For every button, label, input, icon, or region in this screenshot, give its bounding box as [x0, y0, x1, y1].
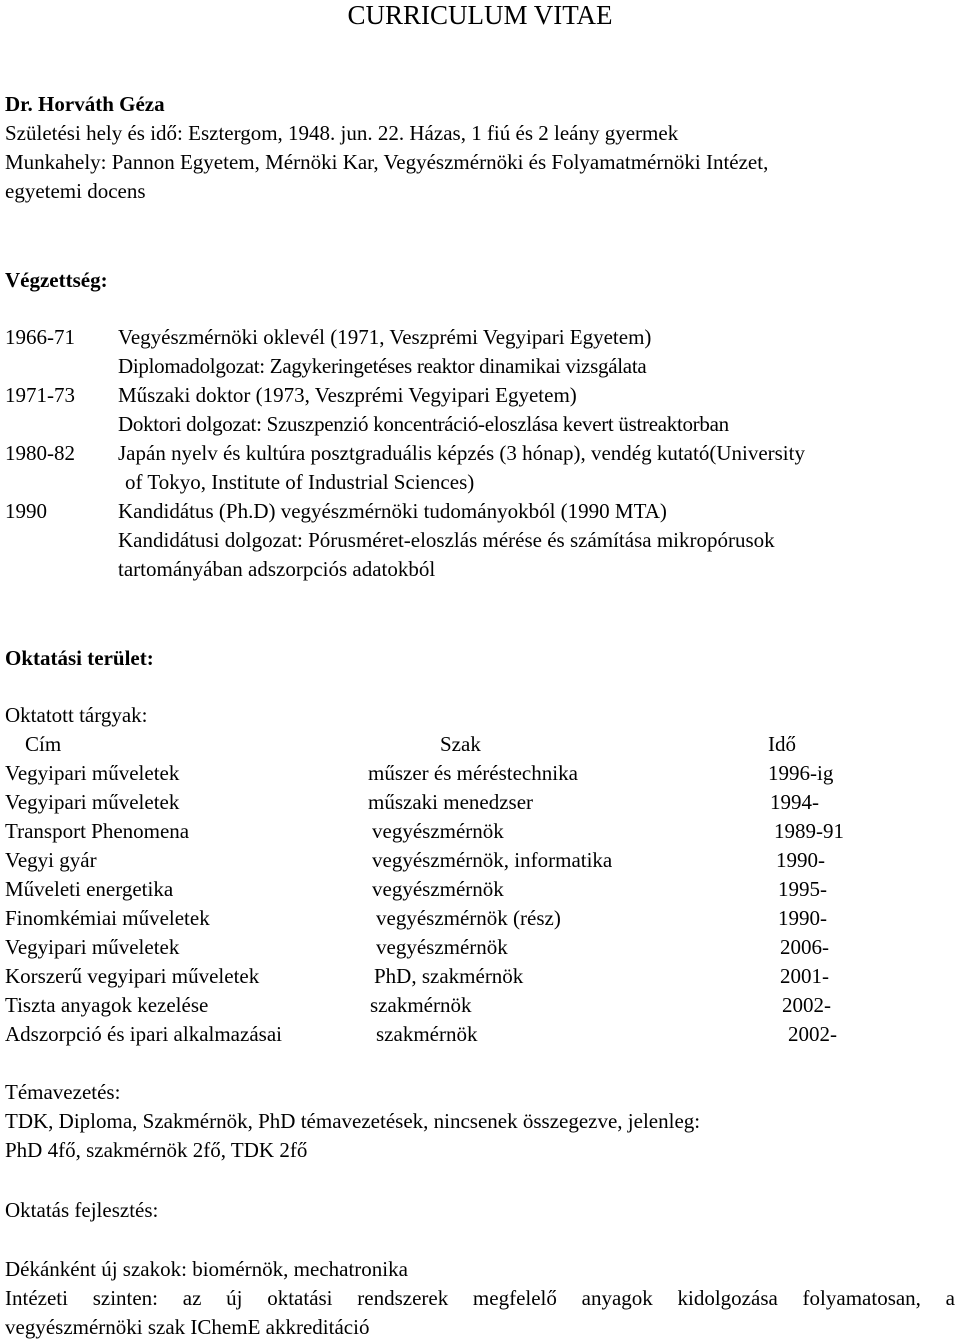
- courses-label: Oktatott tárgyak:: [5, 703, 148, 727]
- development-line: Intézeti szinten: az új oktatási rendszerek megfelelő anyagok kidolgozása folyamatosan, a: [5, 1286, 955, 1310]
- education-years: 1966-71: [5, 325, 75, 349]
- development-line: Dékánként új szakok: biomérnök, mechatronika: [5, 1257, 408, 1281]
- supervision-heading: Témavezetés:: [5, 1080, 121, 1104]
- education-heading: Végzettség:: [5, 268, 108, 292]
- course-period: 2006-: [780, 935, 829, 959]
- column-header-program: Szak: [440, 732, 481, 756]
- course-program: vegyészmérnök: [372, 877, 504, 901]
- birth-line: Születési hely és idő: Esztergom, 1948. jun. 22. Házas, 1 fiú és 2 leány gyermek: [5, 121, 679, 145]
- course-title: Vegyipari műveletek: [5, 935, 180, 959]
- course-period: 1996-ig: [768, 761, 834, 785]
- course-program: műszaki menedzser: [368, 790, 534, 814]
- education-line: Műszaki doktor (1973, Veszprémi Vegyipari Egyetem): [118, 383, 577, 407]
- course-title: Vegyipari műveletek: [5, 761, 180, 785]
- course-period: 2002-: [782, 993, 831, 1017]
- position-line: egyetemi docens: [5, 179, 146, 203]
- course-period: 2001-: [780, 964, 829, 988]
- course-title: Korszerű vegyipari műveletek: [5, 964, 260, 988]
- course-period: 1990-: [778, 906, 827, 930]
- course-period: 2002-: [788, 1022, 837, 1046]
- education-line: of Tokyo, Institute of Industrial Sciences): [125, 470, 475, 494]
- course-program: PhD, szakmérnök: [374, 964, 524, 988]
- education-line: Doktori dolgozat: Szuszpenzió koncentráció-eloszlása kevert üstreaktorban: [118, 412, 729, 436]
- course-period: 1995-: [778, 877, 827, 901]
- course-title: Tiszta anyagok kezelése: [5, 993, 209, 1017]
- development-heading: Oktatás fejlesztés:: [5, 1198, 159, 1222]
- course-program: vegyészmérnök: [376, 935, 508, 959]
- education-years: 1971-73: [5, 383, 75, 407]
- supervision-line: PhD 4fő, szakmérnök 2fő, TDK 2fő: [5, 1138, 308, 1162]
- course-program: vegyészmérnök: [372, 819, 504, 843]
- development-line: vegyészmérnöki szak IChemE akkreditáció: [5, 1315, 370, 1339]
- course-program: vegyészmérnök, informatika: [372, 848, 613, 872]
- course-title: Adszorpció és ipari alkalmazásai: [5, 1022, 282, 1046]
- course-program: műszer és méréstechnika: [368, 761, 578, 785]
- course-title: Vegyipari műveletek: [5, 790, 180, 814]
- course-period: 1994-: [770, 790, 819, 814]
- workplace-line: Munkahely: Pannon Egyetem, Mérnöki Kar, Vegyészmérnöki és Folyamatmérnöki Intézet,: [5, 150, 769, 174]
- education-line: Diplomadolgozat: Zagykeringetéses reaktor dinamikai vizsgálata: [118, 354, 647, 378]
- education-years: 1990: [5, 499, 47, 523]
- person-name: Dr. Horváth Géza: [5, 92, 165, 116]
- education-line: Japán nyelv és kultúra posztgraduális képzés (3 hónap), vendég kutató(University: [118, 441, 805, 465]
- column-header-period: Idő: [768, 732, 796, 756]
- education-line: Kandidátus (Ph.D) vegyészmérnöki tudományokból (1990 MTA): [118, 499, 667, 523]
- course-period: 1990-: [776, 848, 825, 872]
- education-line: Vegyészmérnöki oklevél (1971, Veszprémi Vegyipari Egyetem): [118, 325, 652, 349]
- column-header-title: Cím: [25, 732, 62, 756]
- supervision-line: TDK, Diploma, Szakmérnök, PhD témavezetések, nincsenek összegezve, jelenleg:: [5, 1109, 701, 1133]
- course-period: 1989-91: [774, 819, 844, 843]
- course-program: vegyészmérnök (rész): [376, 906, 561, 930]
- course-title: Műveleti energetika: [5, 877, 174, 901]
- course-title: Transport Phenomena: [5, 819, 190, 843]
- course-program: szakmérnök: [376, 1022, 478, 1046]
- course-title: Finomkémiai műveletek: [5, 906, 210, 930]
- page-title: CURRICULUM VITAE: [347, 0, 613, 30]
- course-program: szakmérnök: [370, 993, 472, 1017]
- education-years: 1980-82: [5, 441, 75, 465]
- education-line: tartományában adszorpciós adatokból: [118, 557, 436, 581]
- teaching-heading: Oktatási terület:: [5, 646, 154, 670]
- course-title: Vegyi gyár: [5, 848, 97, 872]
- education-line: Kandidátusi dolgozat: Pórusméret-eloszlás mérése és számítása mikropórusok: [118, 528, 775, 552]
